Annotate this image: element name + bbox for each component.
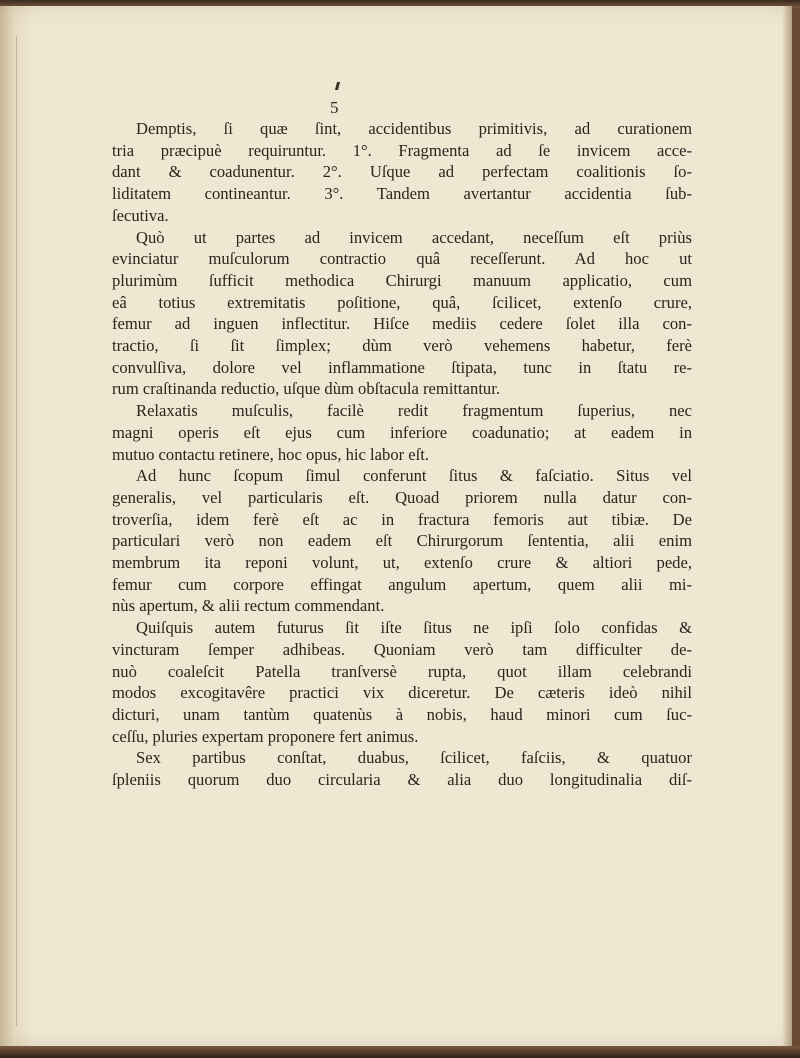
body-text [112, 118, 692, 791]
text-line: femur ad inguen inflectitur. Hiſce mediis cedere ſolet illa con- [112, 314, 692, 334]
text-line: Sex partibus conſtat, duabus, ſcilicet, faſciis, & quatuor [136, 748, 692, 768]
text-line: Quiſquis autem futurus ſit iſte ſitus ne ipſi ſolo confidas & [136, 618, 692, 638]
ink-mark [335, 82, 340, 90]
text-line: Ad hunc ſcopum ſimul conferunt ſitus & faſciatio. Situs vel [136, 466, 692, 486]
text-line: nuò coaleſcit Patella tranſversè rupta, quot illam celebrandi [112, 661, 692, 681]
text-line: Quò ut partes ad invicem accedant, neceſſum eſt priùs [136, 227, 692, 247]
text-line: magni operis eſt ejus cum inferiore coadunatio; at eadem in [112, 422, 692, 442]
text-line: tractio, ſi ſit ſimplex; dùm verò vehemens habetur, ferè [112, 336, 692, 356]
text-line: plurimùm ſufficit methodica Chirurgi manuum applicatio, cum [112, 270, 692, 290]
text-line: dicturi, unam tantùm quatenùs à nobis, haud minori cum ſuc- [112, 704, 692, 724]
text-line: evinciatur muſculorum contractio quâ receſſerunt. Ad hoc ut [112, 249, 692, 269]
text-line: convulſiva, dolore vel inflammatione ſtipata, tunc in ſtatu re- [112, 357, 692, 377]
text-line: rum craſtinanda reductio, uſque dùm obſtacula remittantur. [112, 379, 500, 399]
text-line: particulari verò non eadem eſt Chirurgorum ſententia, alii enim [112, 531, 692, 551]
text-line: ſpleniis quorum duo circularia & alia duo longitudinalia diſ- [112, 770, 692, 790]
text-line: Relaxatis muſculis, facilè redit fragmentum ſuperius, nec [136, 401, 692, 421]
book-page [0, 6, 792, 1046]
text-line: ceſſu, pluries expertam proponere fert animus. [112, 726, 419, 746]
text-line: liditatem contineantur. 3°. Tandem avertantur accidentia ſub- [112, 184, 692, 204]
text-line: femur cum corpore effingat angulum apertum, quem alii mi- [112, 574, 692, 594]
text-line: tria præcipuè requiruntur. 1°. Fragmenta ad ſe invicem acce- [112, 140, 692, 160]
scan-bottom-edge [0, 1046, 800, 1058]
text-line: modos excogitavêre practici vix diceretur. De cæteris ideò nihil [112, 683, 692, 703]
text-line: dant & coadunentur. 2°. Uſque ad perfectam coalitionis ſo- [112, 162, 692, 182]
text-line: troverſia, idem ferè eſt ac in fractura femoris aut tibiæ. De [112, 509, 692, 529]
text-line: Demptis, ſi quæ ſint, accidentibus primitivis, ad curationem [136, 119, 692, 138]
text-line: ſecutiva. [112, 205, 169, 225]
gutter-shadow [16, 36, 17, 1026]
text-line: nùs apertum, & alii rectum commendant. [112, 596, 385, 616]
page-number: 5 [330, 98, 339, 117]
text-line: mutuo contactu retinere, hoc opus, hic labor eſt. [112, 444, 430, 464]
text-line: vincturam ſemper adhibeas. Quoniam verò tam difficulter de- [112, 639, 692, 659]
text-line: eâ totius extremitatis poſitione, quâ, ſcilicet, extenſo crure, [112, 292, 692, 312]
text-line: generalis, vel particularis eſt. Quoad priorem nulla datur con- [112, 487, 692, 507]
text-line: membrum ita reponi volunt, ut, extenſo crure & altiori pede, [112, 553, 692, 573]
